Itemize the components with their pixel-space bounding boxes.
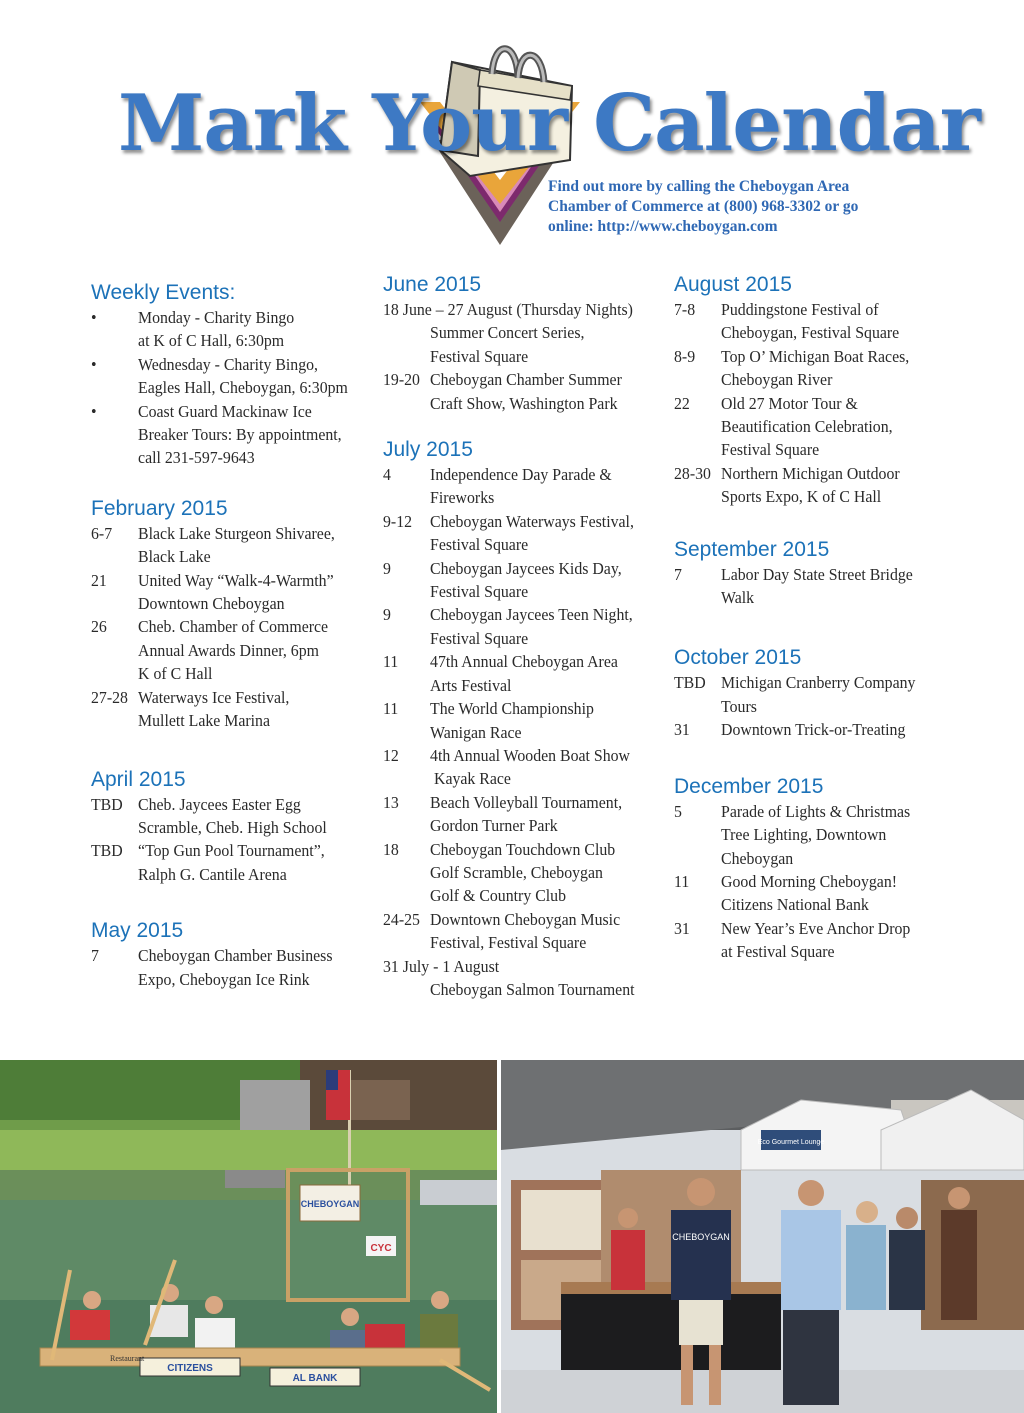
event-line: Festival Square	[430, 582, 529, 602]
event-date: 13	[383, 792, 399, 812]
weekly-event	[91, 400, 350, 470]
event-date: 7-8	[674, 300, 696, 319]
event-row	[383, 650, 642, 697]
event-line: Sports Expo, K of C Hall	[721, 487, 882, 507]
december-section	[674, 774, 954, 964]
event-line: Breaker Tours: By appointment,	[138, 425, 342, 445]
event-line: Festival Square	[721, 440, 820, 460]
event-line: Parade of Lights & Christmas	[721, 801, 911, 821]
photo-strip	[0, 1060, 1024, 1413]
february-section	[91, 496, 361, 733]
event-line: “Top Gun Pool Tournament”,	[138, 841, 325, 861]
event-date: TBD	[91, 794, 123, 814]
bullet: •	[91, 354, 97, 374]
event-date: 7	[674, 564, 682, 584]
event-line: Northern Michigan Outdoor	[721, 463, 900, 483]
event-line: Festival Square	[430, 628, 529, 648]
event-line: Golf Scramble, Cheboygan	[430, 862, 603, 882]
column-left	[91, 272, 361, 1017]
column-right	[674, 272, 954, 990]
event-date: 6-7	[91, 523, 113, 543]
booth-sign-text: Eco Gourmet Lounge	[757, 1139, 825, 1146]
section-title: September 2015	[674, 537, 830, 561]
raft-sign-text: CYC	[370, 1243, 392, 1254]
event-row	[674, 800, 943, 870]
section-title: Weekly Events:	[91, 281, 236, 304]
event-date: 21	[91, 570, 107, 590]
event-date: 7	[91, 946, 99, 966]
event-line: Beach Volleyball Tournament,	[430, 792, 623, 812]
event-line: Cheboygan Chamber Summer	[430, 370, 622, 390]
event-date: 8-9	[674, 346, 696, 366]
event-line: Gordon Turner Park	[430, 816, 558, 836]
event-row	[383, 744, 642, 791]
section-title: July 2015	[383, 438, 473, 462]
event-line: Festival, Festival Square	[430, 933, 587, 953]
event-line: Citizens National Bank	[721, 895, 869, 915]
event-line: at K of C Hall, 6:30pm	[138, 331, 285, 351]
bullet: •	[91, 401, 97, 421]
event-line: Tree Lighting, Downtown	[721, 825, 887, 845]
event-row	[383, 697, 642, 744]
event-line: Monday - Charity Bingo	[138, 308, 295, 327]
page-title: Mark Your Calendar	[118, 78, 980, 169]
event-line: Eagles Hall, Cheboygan, 6:30pm	[138, 378, 348, 398]
august-section	[674, 272, 954, 509]
event-date: 19-20	[383, 370, 420, 390]
event-date: TBD	[674, 673, 706, 693]
event-line: Annual Awards Dinner, 6pm	[138, 640, 319, 660]
event-date: 27-28	[91, 687, 128, 707]
weekly-event	[91, 353, 350, 400]
event-row	[674, 298, 943, 345]
event-line: Cheboygan Jaycees Teen Night,	[430, 605, 633, 625]
event-line: 47th Annual Cheboygan Area	[430, 652, 618, 672]
october-section	[674, 645, 954, 741]
event-tail: 31 July - 1 August	[383, 956, 500, 976]
event-date: 9-12	[383, 511, 413, 531]
event-line: 4th Annual Wooden Boat Show	[430, 745, 630, 765]
event-date: 31	[674, 720, 690, 740]
event-row	[674, 392, 943, 462]
event-row	[383, 908, 642, 955]
event-line: Summer Concert Series,	[430, 323, 585, 343]
september-section	[674, 537, 954, 610]
section-title: August 2015	[674, 273, 792, 296]
event-date: 24-25	[383, 909, 420, 929]
masthead	[0, 0, 1024, 260]
event-line: United Way “Walk-4-Warmth”	[138, 570, 334, 590]
event-line: Cheboygan River	[721, 370, 833, 390]
event-line: K of C Hall	[138, 664, 213, 684]
june-section	[383, 272, 653, 415]
event-row	[91, 522, 350, 569]
event-row	[383, 838, 642, 908]
event-line: Good Morning Cheboygan!	[721, 871, 898, 891]
event-line: Cheboygan Touchdown Club	[430, 839, 616, 859]
raft-sign-text: CITIZENS	[167, 1363, 213, 1374]
event-line: The World Championship	[430, 699, 594, 719]
event-line: Wednesday - Charity Bingo,	[138, 354, 319, 374]
event-line: Mullett Lake Marina	[138, 711, 271, 731]
event-line: Cheboygan Waterways Festival,	[430, 511, 634, 531]
event-lead: 18 June – 27 August (Thursday Nights)	[383, 300, 633, 319]
event-row	[91, 615, 350, 685]
event-row	[91, 839, 350, 886]
event-date: 11	[383, 652, 399, 672]
event-row	[674, 345, 943, 392]
event-date: 22	[674, 393, 690, 413]
event-date: 11	[383, 699, 399, 719]
weekly-events-section	[91, 280, 361, 470]
event-row	[674, 671, 943, 718]
weekly-event	[91, 306, 350, 353]
event-date: 31	[674, 918, 690, 938]
event-line: Cheboygan	[721, 848, 794, 868]
event-line: Ralph G. Cantile Arena	[138, 864, 287, 884]
contact-line: Find out more by calling the Cheboygan Area	[548, 178, 850, 195]
event-date: 18	[383, 839, 399, 859]
event-date: 26	[91, 617, 107, 637]
contact-note	[548, 177, 908, 237]
event-row	[383, 557, 642, 604]
april-section	[91, 767, 361, 887]
event-date: 5	[674, 801, 682, 821]
contact-line: Chamber of Commerce at (800) 968-3302 or go	[548, 198, 859, 215]
event-line: Downtown Cheboygan	[138, 594, 285, 614]
event-line: Kayak Race	[430, 769, 511, 789]
event-line: Expo, Cheboygan Ice Rink	[138, 969, 310, 989]
contact-line: online: http://www.cheboygan.com	[548, 218, 778, 235]
craft-show-photo	[501, 1060, 1024, 1413]
event-date: 11	[674, 871, 690, 891]
event-row	[383, 791, 642, 838]
event-line: at Festival Square	[721, 942, 835, 962]
event-row	[91, 944, 350, 991]
bullet: •	[91, 308, 97, 327]
event-line: Walk	[721, 588, 755, 608]
shirt-text: CHEBOYGAN	[672, 1232, 730, 1242]
raft-sign-text: Restaurant	[110, 1354, 145, 1363]
event-line: Wanigan Race	[430, 722, 522, 742]
event-row	[383, 510, 642, 557]
event-line: Downtown Cheboygan Music	[430, 909, 621, 929]
event-row	[383, 603, 642, 650]
event-line: Beautification Celebration,	[721, 417, 893, 437]
event-line: Cheboygan Jaycees Kids Day,	[430, 558, 622, 578]
event-row	[674, 462, 943, 509]
event-line: Cheboygan, Festival Square	[721, 323, 900, 343]
event-date: 4	[383, 465, 391, 485]
event-line: call 231-597-9643	[138, 448, 255, 468]
raft-race-photo	[0, 1060, 497, 1413]
event-date: TBD	[91, 841, 123, 861]
event-line: Labor Day State Street Bridge	[721, 564, 913, 584]
event-line: Festival Square	[430, 346, 529, 366]
raft-sign-text: AL BANK	[292, 1373, 338, 1384]
section-title: June 2015	[383, 273, 482, 296]
event-line: Black Lake	[138, 547, 211, 567]
event-date: 9	[383, 558, 391, 578]
section-title: May 2015	[91, 919, 184, 943]
event-date: 12	[383, 745, 399, 765]
section-title: April 2015	[91, 767, 186, 791]
event-line: Waterways Ice Festival,	[138, 687, 290, 707]
may-section	[91, 918, 361, 991]
event-line: Golf & Country Club	[430, 886, 567, 906]
event-line: Craft Show, Washington Park	[430, 393, 618, 413]
event-line: Michigan Cranberry Company	[721, 673, 916, 693]
event-line: Festival Square	[430, 535, 529, 555]
event-line: Arts Festival	[430, 675, 512, 695]
july-section	[383, 437, 653, 1001]
event-row	[91, 793, 350, 840]
event-line: Independence Day Parade &	[430, 465, 612, 485]
event-line: Cheboygan Salmon Tournament	[430, 979, 635, 999]
section-title: October 2015	[674, 646, 802, 670]
event-line: Scramble, Cheb. High School	[138, 817, 327, 837]
column-middle	[383, 272, 653, 1027]
event-row	[91, 569, 350, 616]
event-date: 28-30	[674, 463, 711, 483]
event-line: Top O’ Michigan Boat Races,	[721, 346, 910, 366]
event-date: 9	[383, 605, 391, 625]
event-line: Cheb. Chamber of Commerce	[138, 617, 329, 637]
event-row	[674, 917, 943, 964]
event-line: Cheb. Jaycees Easter Egg	[138, 794, 301, 814]
event-line: Cheboygan Chamber Business	[138, 946, 333, 966]
event-line: Coast Guard Mackinaw Ice	[138, 401, 312, 421]
event-row	[674, 718, 943, 741]
event-row	[383, 463, 642, 510]
raft-sign-text: CHEBOYGAN	[300, 1199, 360, 1209]
event-line: Black Lake Sturgeon Shivaree,	[138, 523, 335, 543]
section-title: December 2015	[674, 774, 824, 798]
section-title: February 2015	[91, 496, 228, 520]
event-row	[674, 563, 943, 610]
event-line: Puddingstone Festival of	[721, 300, 879, 319]
event-line: Downtown Trick-or-Treating	[721, 720, 906, 740]
event-row	[91, 686, 350, 733]
event-line: Tours	[721, 696, 757, 716]
event-line: New Year’s Eve Anchor Drop	[721, 918, 911, 938]
event-line: Old 27 Motor Tour &	[721, 393, 858, 413]
event-row	[383, 368, 642, 415]
event-row	[674, 870, 943, 917]
event-line: Fireworks	[430, 488, 495, 508]
